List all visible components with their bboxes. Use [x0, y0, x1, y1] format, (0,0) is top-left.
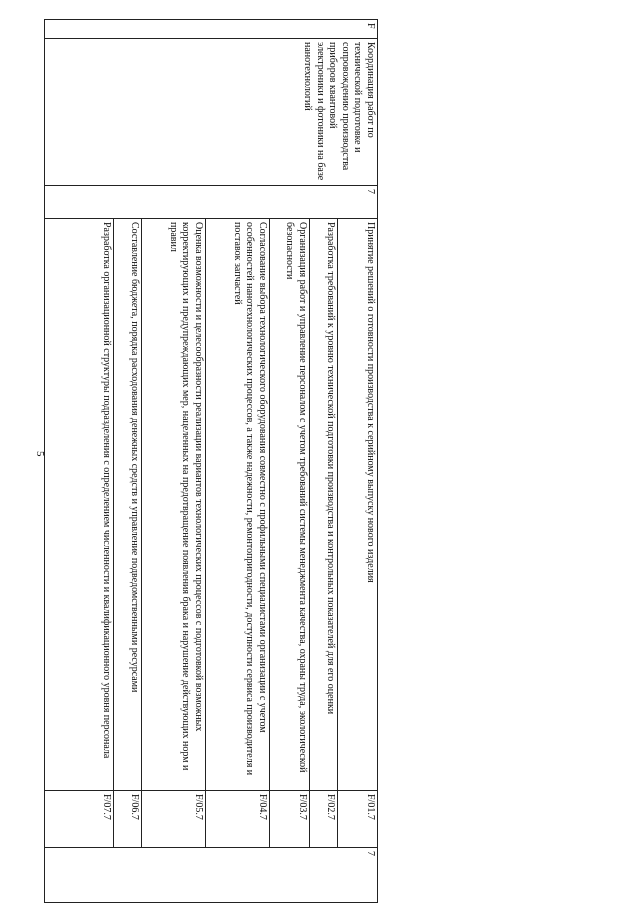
page-number: 5: [34, 451, 46, 457]
labor-function-1: Принятие решений о готовности производства к серийному выпуску нового изделия: [338, 219, 378, 791]
function-code: F: [45, 20, 378, 39]
qualification-level: 7: [45, 186, 378, 219]
labor-function-2: Разработка требований к уровню технической подготовки производства и контрольных показателей для его оценки: [310, 219, 338, 791]
labor-function-code-1: F/01.7: [338, 791, 378, 848]
labor-function-code-4: F/04.7: [206, 791, 270, 848]
labor-function-7: Разработка организационной структуры подразделения с определением численности и квалификационного уровня персонала: [45, 219, 114, 791]
labor-function-code-7: F/07.7: [45, 791, 114, 848]
labor-function-code-6: F/06.7: [114, 791, 142, 848]
labor-function-level: 7: [45, 848, 378, 903]
labor-function-code-2: F/02.7: [310, 791, 338, 848]
labor-function-6: Составление бюджета, порядка расходования денежных средств и управление подведомственными ресурсами: [114, 219, 142, 791]
rotated-table-container: [44, 19, 378, 885]
labor-function-code-5: F/05.7: [142, 791, 206, 848]
labor-function-4: Согласование выбора технологического оборудования совместно с профильными специалистами организации с учетом особенностей нанотехнологических процессов, а также надежности, ремонтопригодности, доступности сервиса производителя и поставок запчастей: [206, 219, 270, 791]
function-name: Координация работ по технической подготовке и сопровождению производства приборов квантовой электроники и фотоники на базе нанотехнологий: [45, 39, 378, 186]
labor-function-5: Оценка возможности и целесообразности реализации вариантов технологических процессов с подготовкой возможных корректирующих и предупреждающих мер, нацеленных на предотвращение появления брака и нарушение действующих норм и правил: [142, 219, 206, 791]
labor-function-3: Организация работ и управление персоналом с учетом требований системы менеджмента качества, охраны труда, экологической безопасности: [270, 219, 310, 791]
generalized-function-table: [44, 19, 378, 903]
labor-function-code-3: F/03.7: [270, 791, 310, 848]
